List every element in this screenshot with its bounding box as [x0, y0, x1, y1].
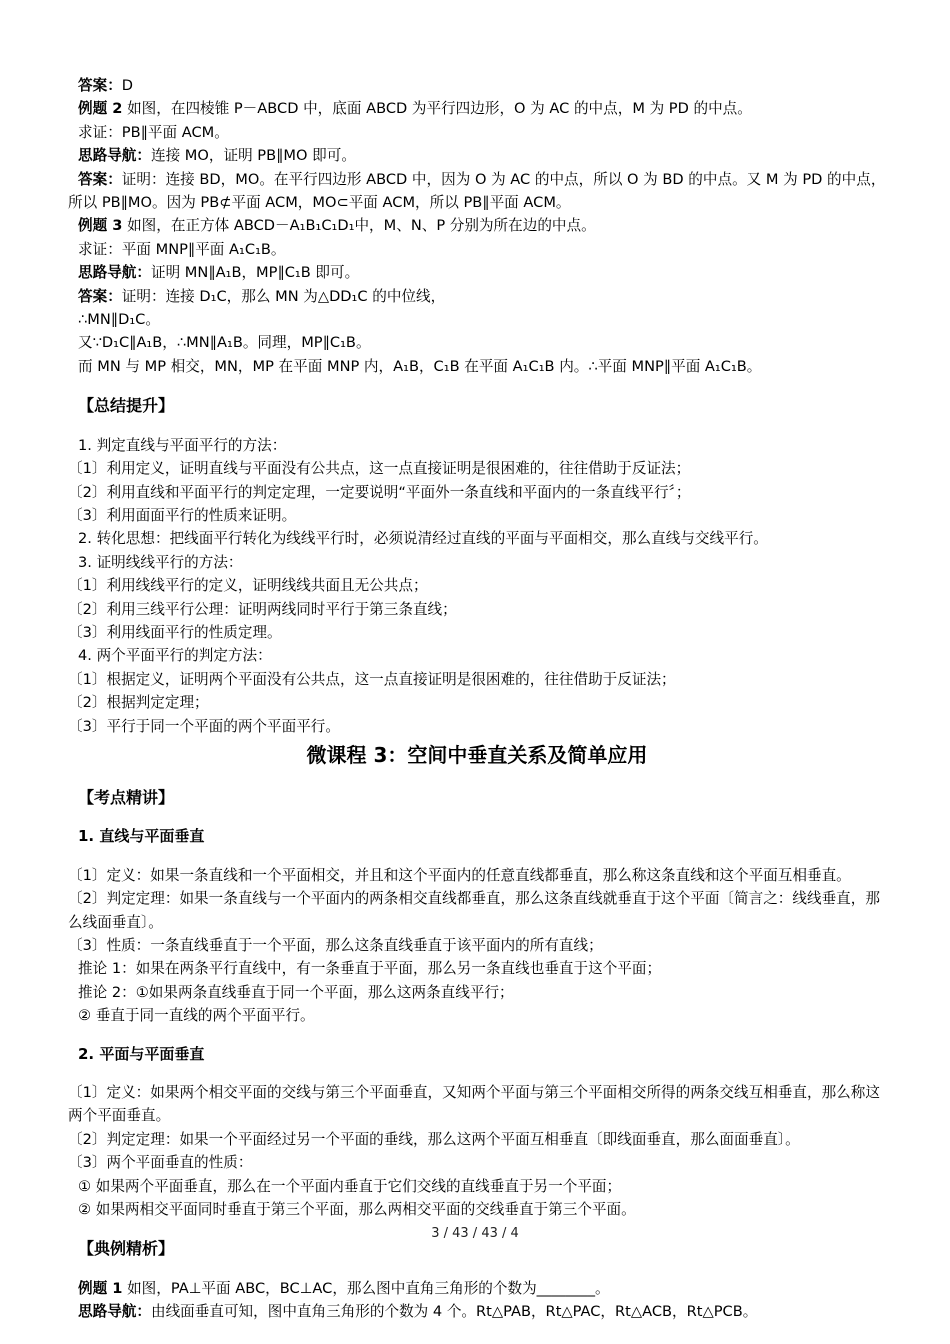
points-item: 推论 2：①如果两条直线垂直于同一个平面，那么这两条直线平行；: [78, 983, 514, 1001]
summary-item: 〔2〕利用直线和平面平行的判定定理，一定要说明“平面外一条直线和平面内的一条直线平行〞；: [68, 483, 691, 501]
example-2-prove: 求证：PB∥平面 ACM。: [78, 123, 229, 141]
points-item: ① 如果两个平面垂直，那么在一个平面内垂直于它们交线的直线垂直于另一个平面；: [78, 1177, 622, 1195]
summary-item: 4. 两个平面平行的判定方法：: [78, 647, 272, 665]
summary-item: 1. 判定直线与平面平行的方法：: [78, 436, 287, 454]
points-item: ② 如果两相交平面同时垂直于第三个平面，那么两相交平面的交线垂直于第三个平面。: [78, 1201, 636, 1219]
example-3-hint: 思路导航：证明 MN∥A₁B，MP∥C₁B 即可。: [78, 264, 360, 282]
example-2-answer: 答案：证明：连接 BD，MO。在平行四边形 ABCD 中，因为 O 为 AC 的中点，所以 O 为 BD 的中点。又 M 为 PD 的中点，所以 PB∥MO。因为 PB⊄平面 ACM，MO⊂平面 ACM，所以 PB∥平面 ACM。: [68, 170, 886, 212]
points-subheading-2: 2. 平面与平面垂直: [78, 1044, 205, 1063]
summary-heading: 【总结提升】: [78, 396, 175, 416]
summary-item: 〔1〕利用定义，证明直线与平面没有公共点，这一点直接证明是很困难的，往往借助于反证法；: [68, 460, 691, 478]
example-3-step-1: ∴MN∥D₁C。: [78, 311, 160, 329]
summary-item: 〔2〕利用三线平行公理：证明两线同时平行于第三条直线；: [68, 600, 457, 618]
document-page: [68, 74, 886, 1324]
summary-item: 3. 证明线线平行的方法：: [78, 553, 243, 571]
course-title: 微课程 3：空间中垂直关系及简单应用: [306, 742, 648, 767]
examples-heading: 【典例精析】: [78, 1239, 175, 1259]
points-item: 〔1〕定义：如果两个相交平面的交线与第三个平面垂直，又知两个平面与第三个平面相交所得的两条交线互相垂直，那么称这两个平面垂直。: [68, 1084, 880, 1125]
examples-hint: 思路导航：由线面垂直可知，图中直角三角形的个数为 4 个。Rt△PAB，Rt△PAC，Rt△ACB，Rt△PCB。: [78, 1303, 758, 1321]
summary-item: 〔3〕利用线面平行的性质定理。: [68, 623, 282, 641]
example-3-step-2: 又∵D₁C∥A₁B，∴MN∥A₁B。同理，MP∥C₁B。: [78, 334, 371, 352]
summary-item: 〔2〕根据判定定理；: [68, 694, 209, 712]
example-2-line: 例题 2 如图，在四棱锥 P－ABCD 中，底面 ABCD 为平行四边形，O 为 AC 的中点，M 为 PD 的中点。: [78, 100, 752, 118]
summary-item: 2. 转化思想：把线面平行转化为线线平行时，必须说清经过直线的平面与平面相交，那么直线与交线平行。: [78, 530, 768, 548]
summary-item: 〔3〕平行于同一个平面的两个平面平行。: [68, 717, 340, 735]
points-item: 推论 1：如果在两条平行直线中，有一条垂直于平面，那么另一条直线也垂直于这个平面；: [78, 960, 662, 978]
examples-example-1: 例题 1 如图，PA⊥平面 ABC，BC⊥AC，那么图中直角三角形的个数为________。: [78, 1279, 610, 1297]
example-3-prove: 求证：平面 MNP∥平面 A₁C₁B。: [78, 240, 286, 258]
example-2-hint: 思路导航：连接 MO，证明 PB∥MO 即可。: [78, 147, 356, 165]
answer-line: 答案：D: [78, 77, 134, 94]
points-item: ② 垂直于同一直线的两个平面平行。: [78, 1007, 315, 1025]
points-item: 〔2〕判定定理：如果一条直线与一个平面内的两条相交直线都垂直，那么这条直线就垂直于这个平面〔简言之：线线垂直，那么线面垂直〕。: [68, 890, 880, 931]
points-item: 〔3〕两个平面垂直的性质：: [68, 1154, 253, 1172]
points-item: 〔1〕定义：如果一条直线和一个平面相交，并且和这个平面内的任意直线都垂直，那么称这条直线和这个平面互相垂直。: [68, 866, 851, 884]
summary-item: 〔1〕利用线线平行的定义，证明线线共面且无公共点；: [68, 577, 428, 595]
points-item: 〔2〕判定定理：如果一个平面经过另一个平面的垂线，那么这两个平面互相垂直〔即线面垂直，那么面面垂直〕。: [68, 1130, 800, 1148]
points-item: 〔3〕性质：一条直线垂直于一个平面，那么这条直线垂直于该平面内的所有直线；: [68, 937, 603, 954]
example-3-line: 例题 3 如图，在正方体 ABCD－A₁B₁C₁D₁中，M、N、P 分别为所在边的中点。: [78, 217, 596, 235]
summary-item: 〔1〕根据定义，证明两个平面没有公共点，这一点直接证明是很困难的，往往借助于反证法；: [68, 670, 676, 688]
points-heading: 【考点精讲】: [78, 787, 175, 807]
page-footer: 3 / 43 / 43 / 4: [431, 1226, 519, 1241]
summary-item: 〔3〕利用面面平行的性质来证明。: [68, 506, 297, 524]
example-3-answer: 答案：证明：连接 D₁C，那么 MN 为△DD₁C 的中位线，: [78, 287, 446, 305]
example-3-step-3: 而 MN 与 MP 相交，MN，MP 在平面 MNP 内，A₁B，C₁B 在平面 A₁C₁B 内。∴平面 MNP∥平面 A₁C₁B。: [78, 357, 762, 375]
points-subheading-1: 1. 直线与平面垂直: [78, 827, 205, 846]
